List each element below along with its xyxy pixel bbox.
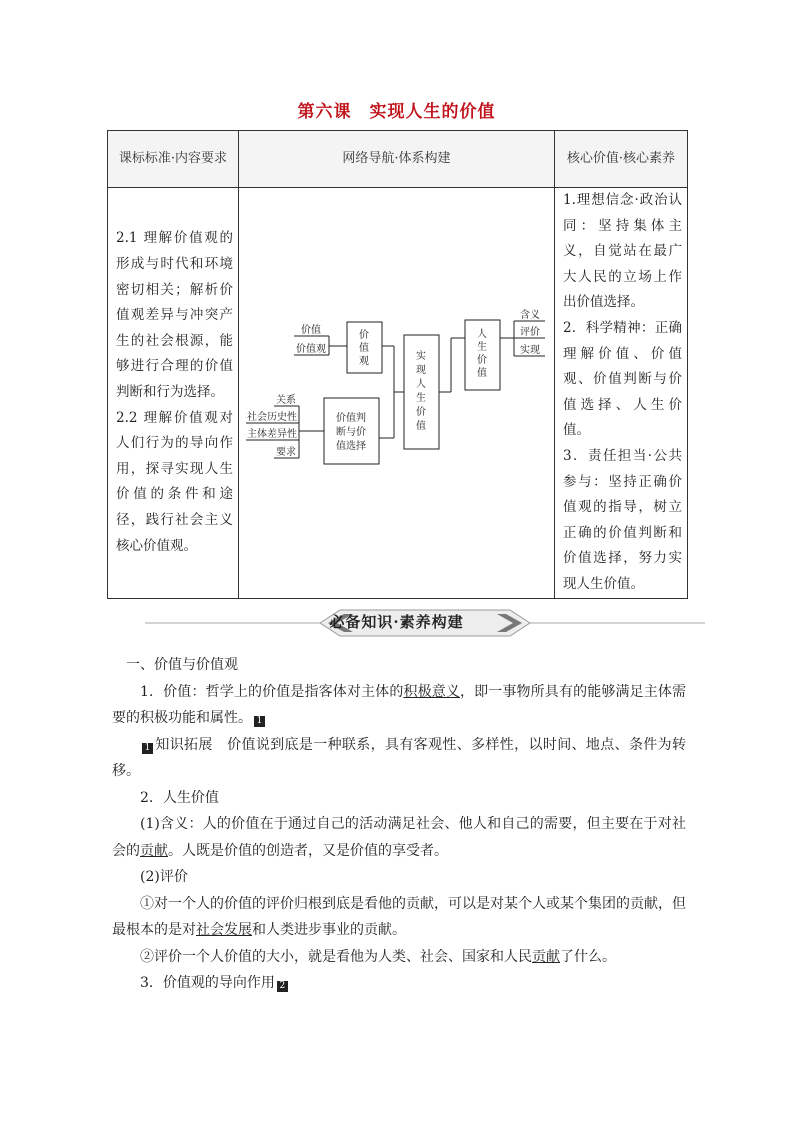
box-judgement-line: 断与价 <box>336 427 366 438</box>
box-center-char: 值 <box>416 421 426 432</box>
box-life-value-char: 值 <box>477 368 487 379</box>
node-value-view: 价值观 <box>296 344 326 355</box>
box-value-view-char: 观 <box>359 356 369 367</box>
knowledge-structure-diagram <box>239 188 555 597</box>
box-center-char: 生 <box>416 393 426 404</box>
underlined-term: 社会发展 <box>196 922 252 938</box>
left-item-relation: 关系 <box>276 395 296 406</box>
right-item-realization: 实现 <box>520 345 540 356</box>
right-item-meaning: 含义 <box>520 310 540 321</box>
right-item-evaluation: 评价 <box>520 327 540 338</box>
extension-label: 知识拓展 <box>155 736 213 753</box>
box-life-value-char: 价 <box>477 355 487 366</box>
section-banner-title: 必备知识·素养构建 <box>329 613 464 631</box>
paragraph-value-definition: 1．价值：哲学上的价值是指客体对主体的积极意义，即一事物所具有的能够满足主体需要的积极功能和属性。 1 <box>112 683 687 726</box>
marker-icon: 1 <box>254 716 265 727</box>
header-curriculum-standard: 课标标准·内容要求 <box>108 131 239 188</box>
marker-icon: 1 <box>142 743 153 754</box>
paragraph-evaluation-heading: (2)评价 <box>140 869 188 885</box>
box-center-char: 现 <box>416 365 426 376</box>
marker-icon: 2 <box>277 981 288 992</box>
box-value-view-char: 价 <box>359 330 369 341</box>
paragraph-evaluation-2: ②评价一个人价值的大小，就是看他为人类、社会、国家和人民贡献了什么。 <box>140 948 616 965</box>
knowledge-structure-cell <box>239 188 555 599</box>
box-life-value-char: 人 <box>477 329 487 340</box>
left-item-subject-difference: 主体差异性 <box>247 429 297 440</box>
section-heading-3: 3．价值观的导向作用 2 <box>112 970 686 997</box>
left-item-requirement: 要求 <box>276 447 296 458</box>
box-center-char: 实 <box>416 351 426 362</box>
knowledge-extension: 1 知识拓展 价值说到底是一种联系，具有客观性、多样性，以时间、地点、条件为转移。 <box>112 736 687 779</box>
box-life-value-char: 生 <box>477 342 487 353</box>
underlined-term: 贡献 <box>140 842 168 859</box>
core-literacy-cell <box>555 188 688 599</box>
box-center-char: 人 <box>416 379 426 390</box>
box-value-view-char: 值 <box>359 343 369 354</box>
underlined-term: 积极意义 <box>403 683 460 700</box>
header-network-navigation: 网络导航·体系构建 <box>239 131 555 188</box>
underlined-term: 贡献 <box>532 948 560 965</box>
paragraph-life-value-meaning: (1)含义：人的价值在于通过自己的活动满足社会、他人和自己的需要，但主要在于对社会的贡献。人既是价值的创造者，又是价值的享受者。 <box>112 816 686 859</box>
left-item-social-history: 社会历史性 <box>247 412 297 423</box>
box-judgement-line: 价值判 <box>336 413 366 424</box>
requirement-2-2: 2.2 理解价值观对人们行为的导向作用，探寻实现人生价值的条件和途径，践行社会主义核心价值观。 <box>116 409 233 554</box>
requirement-2-1: 2.1 理解价值观的形成与时代和环境密切相关；解析价值观差异与冲突产生的社会根源，能够进行合理的价值判断和行为选择。 <box>116 230 233 400</box>
node-value: 价值 <box>301 325 321 336</box>
section-heading-1: 一、价值与价值观 <box>126 657 238 673</box>
page-title: 第六课 实现人生的价值 <box>297 102 496 122</box>
curriculum-requirements-cell <box>108 188 239 599</box>
box-center-char: 价 <box>416 407 426 418</box>
section-heading-2: 2．人生价值 <box>140 789 219 806</box>
body-content <box>112 652 686 997</box>
literacy-3: 3．责任担当·公共参与：坚持正确价值观的指导，树立正确的价值判断和价值选择，努力实现人生价值。 <box>563 447 682 592</box>
lesson-overview-table <box>107 130 688 599</box>
box-judgement-line: 值选择 <box>336 441 366 452</box>
literacy-1: 1.理想信念·政治认同：坚持集体主义，自觉站在最广大人民的立场上作出价值选择。 <box>563 192 682 311</box>
paragraph-evaluation-1: ①对一个人的价值的评价归根到底是看他的贡献，可以是对某个人或某个集团的贡献，但最根本的是对社会发展和人类进步事业的贡献。 <box>112 895 686 938</box>
header-core-values: 核心价值·核心素养 <box>555 131 688 188</box>
literacy-2: 2．科学精神：正确理解价值、价值观、价值判断与价值选择、人生价值。 <box>563 319 682 439</box>
